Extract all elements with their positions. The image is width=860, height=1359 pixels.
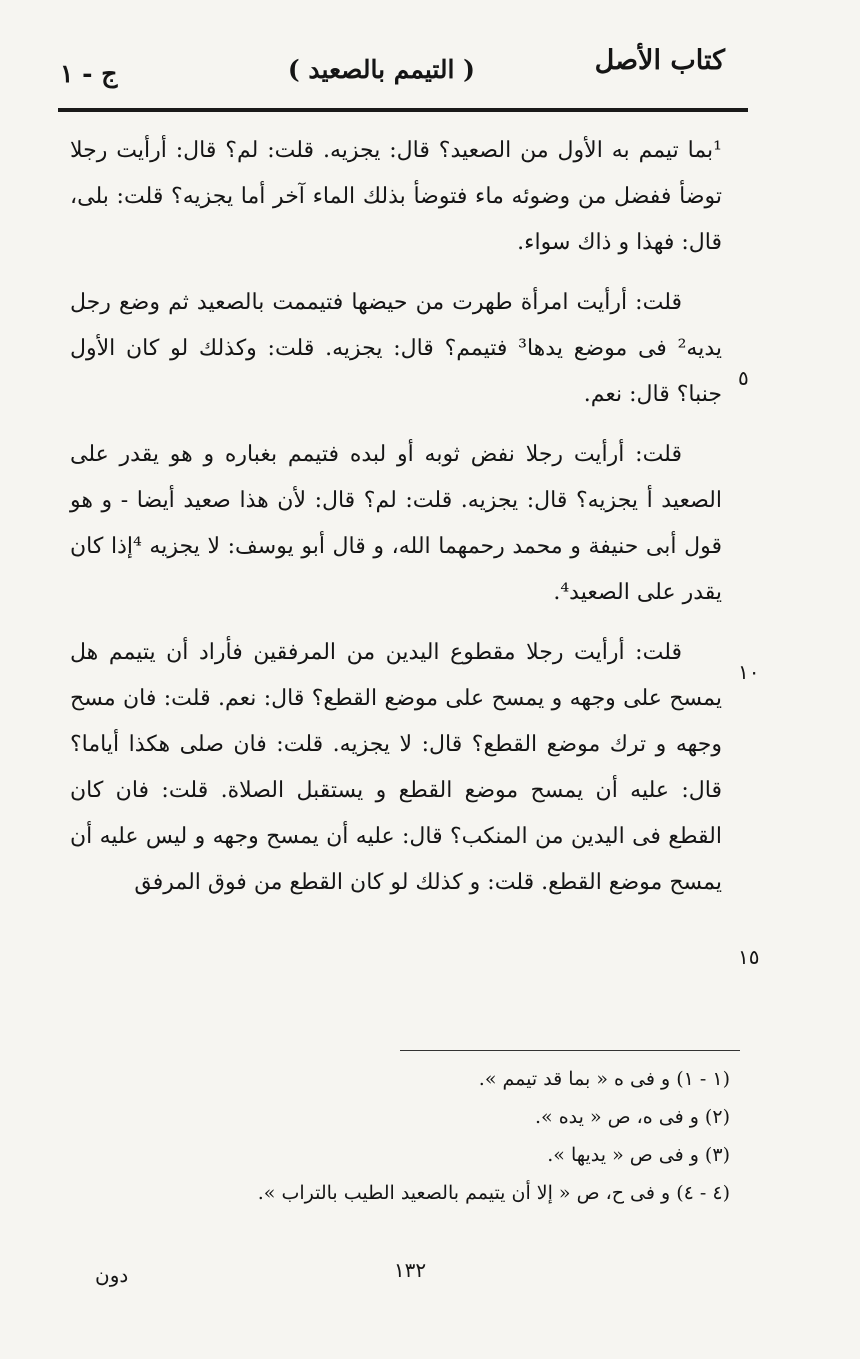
footnote: (١ - ١) و فى ه « بما قد تيمم ». <box>478 1068 730 1090</box>
book-title: كتاب الأصل <box>594 45 725 76</box>
page-header <box>60 45 725 105</box>
line-number-10: ١٠ <box>738 660 760 684</box>
paragraph: قلت: أرأيت رجلا مقطوع اليدين من المرفقين فأراد أن يتيمم هل يمسح على وجهه و يمسح على موضع القطع؟ قال: نعم. قلت: فان مسح وجهه و ترك موضع القطع؟ قال: لا يجزيه. قلت: فان صلى هكذا أياما؟ قال: عليه أن يمسح موضع القطع و يستقبل الصلاة. قلت: فان كان القطع فى اليدين من المنكب؟ قال: عليه أن يمسح وجهه و ليس عليه أن يمسح موضع القطع. قلت: و كذلك لو كان القطع من فوق المرفق <box>70 640 722 895</box>
signature-mark: دون <box>95 1263 129 1287</box>
paragraph: ¹بما تيمم به الأول من الصعيد؟ قال: يجزيه. قلت: لم؟ قال: أرأيت رجلا توضأ ففضل من وضوئه ماء فتوضأ بذلك الماء آخر أما يجزيه؟ قلت: بلى، قال: فهذا و ذاك سواء. <box>70 138 722 255</box>
volume-label: ج - ١ <box>60 59 118 88</box>
line-number-5: ٥ <box>738 366 749 390</box>
footnote: (٢) و فى ه، ص « يده ». <box>535 1106 730 1128</box>
footnote: (٣) و فى ص « يديها ». <box>547 1144 730 1166</box>
chapter-title: ( التيمم بالصعيد ) <box>287 55 475 84</box>
page-number: ١٣٢ <box>393 1258 427 1282</box>
footnotes <box>150 1060 730 1212</box>
header-rule <box>58 108 748 112</box>
footnote: (٤ - ٤) و فى ح، ص « إلا أن يتيمم بالصعيد الطيب بالتراب ». <box>257 1182 730 1204</box>
footnote-rule <box>400 1050 740 1051</box>
main-text <box>70 128 722 920</box>
line-number-15: ١٥ <box>738 945 760 969</box>
paragraph: قلت: أرأيت امرأة طهرت من حيضها فتيممت بالصعيد ثم وضع رجل يديه² فى موضع يدها³ فتيمم؟ قال: يجزيه. قلت: وكذلك لو كان الأول جنبا؟ قال: نعم. <box>70 290 722 407</box>
paragraph: قلت: أرأيت رجلا نفض ثوبه أو لبده فتيمم بغباره و هو يقدر على الصعيد أ يجزيه؟ قال: يجزيه. قلت: لم؟ قال: لأن هذا صعيد أيضا - و هو قول أبى حنيفة و محمد رحمهما الله، و قال أبو يوسف: لا يجزيه ⁴إذا كان يقدر على الصعيد⁴. <box>70 442 722 605</box>
